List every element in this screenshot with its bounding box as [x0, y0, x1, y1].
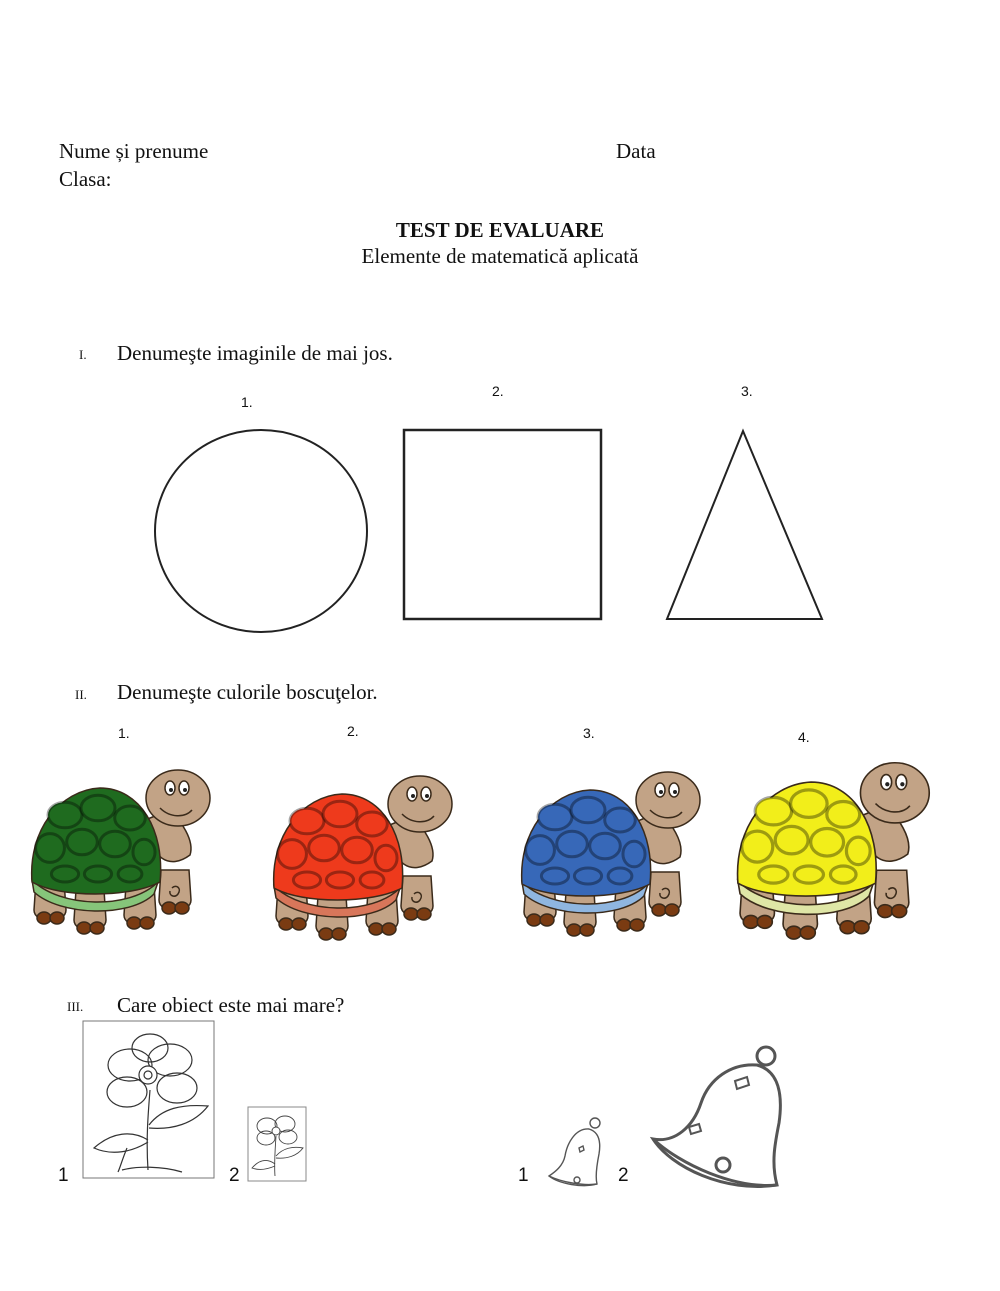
section-2-numeral: II.	[75, 687, 87, 702]
turtle-4-label: 4.	[798, 729, 810, 745]
section-1-numeral: I.	[79, 347, 87, 362]
bell-1-label: 1	[518, 1165, 529, 1186]
shape-2-label: 2.	[492, 383, 504, 399]
flower-1-label: 1	[58, 1165, 69, 1186]
class-label: Clasa:	[59, 167, 112, 191]
turtle-2-label: 2.	[347, 723, 359, 739]
small-bell-image	[545, 1114, 605, 1190]
date-label: Data	[616, 139, 656, 163]
turtle-blue-image	[510, 762, 710, 952]
small-flower-image	[247, 1106, 309, 1184]
name-label: Nume și prenume	[59, 139, 209, 163]
page-subtitle: Elemente de matematică aplicată	[361, 244, 639, 268]
shape-1-label: 1.	[241, 394, 253, 410]
square-shape	[400, 426, 610, 626]
big-flower-image	[82, 1020, 217, 1180]
section-3-numeral: III.	[67, 999, 84, 1014]
turtle-3-label: 3.	[583, 725, 595, 741]
triangle-shape	[660, 425, 830, 625]
section-2-instruction: Denumeşte culorile boscuţelor.	[117, 680, 378, 704]
circle-shape	[150, 425, 375, 640]
turtle-yellow-image	[725, 752, 940, 962]
turtle-1-label: 1.	[118, 725, 130, 741]
shape-3-label: 3.	[741, 383, 753, 399]
section-3-instruction: Care obiect este mai mare?	[117, 993, 345, 1017]
flower-2-label: 2	[229, 1165, 240, 1186]
section-1-instruction: Denumeşte imaginile de mai jos.	[117, 341, 393, 365]
page-title: TEST DE EVALUARE	[395, 218, 605, 242]
turtle-green-image	[20, 760, 220, 950]
bell-2-label: 2	[618, 1165, 629, 1186]
turtle-red-image	[262, 766, 462, 956]
big-bell-image	[645, 1043, 787, 1195]
